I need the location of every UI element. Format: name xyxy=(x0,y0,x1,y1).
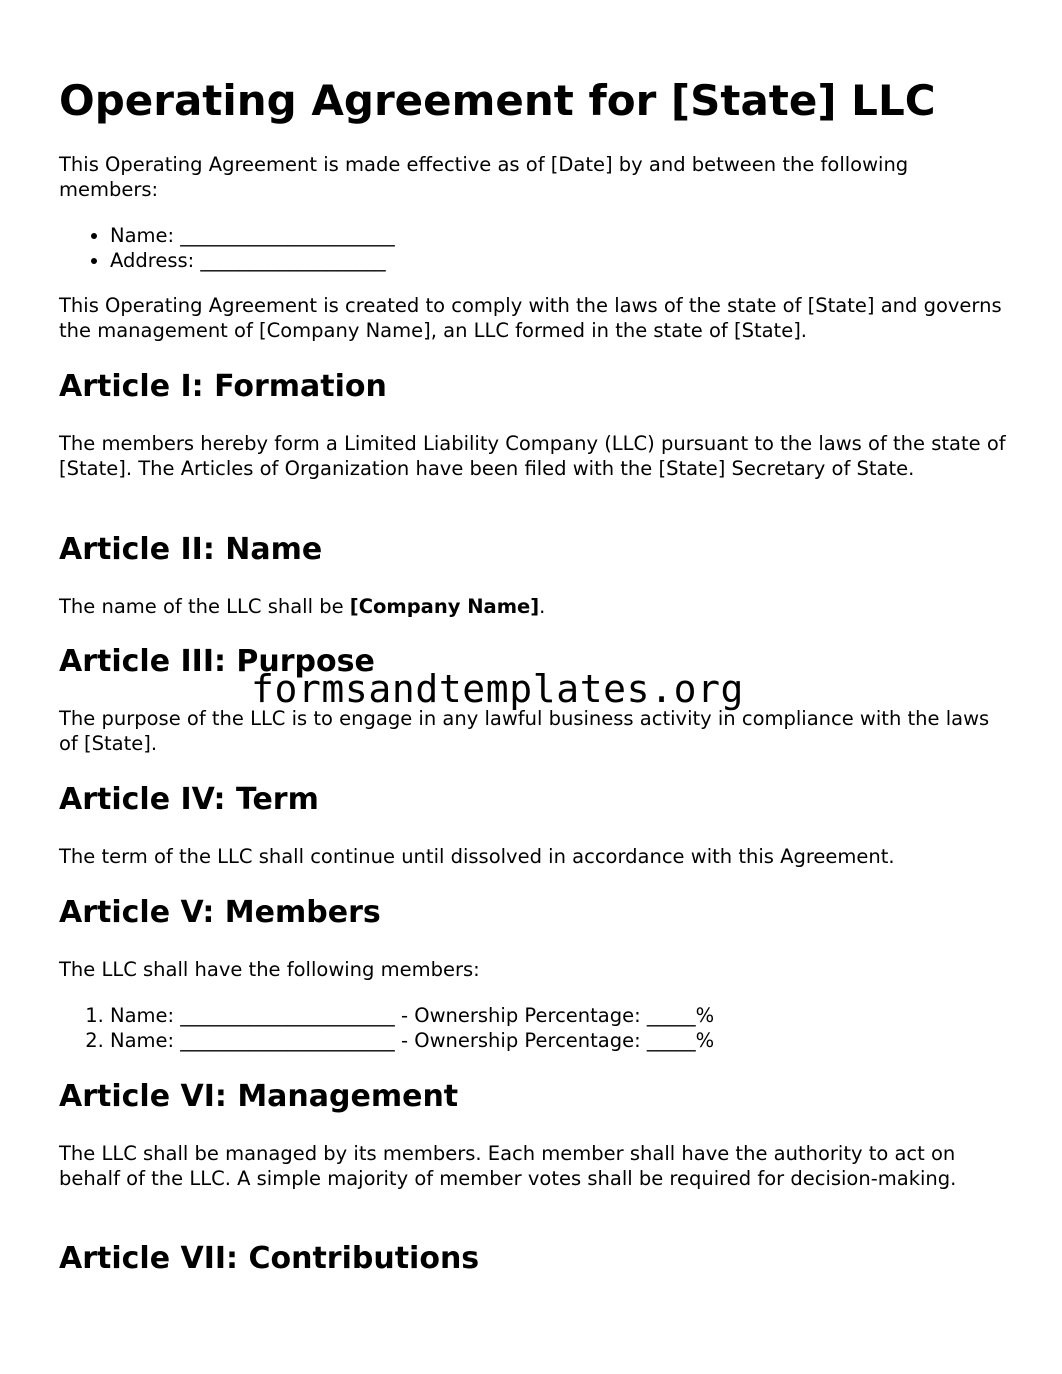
article-term-text: The term of the LLC shall continue until dissolved in accordance with this Agreement. xyxy=(59,845,895,868)
article-contributions-heading: Article VII: Contributions xyxy=(59,1241,480,1276)
article-name-text xyxy=(59,595,1009,620)
governing-paragraph: This Operating Agreement is created to comply with the laws of the state of [State] and governs the management of [Company Name], an LLC formed in the state of [State]. xyxy=(59,294,1002,342)
article-name-heading: Article II: Name xyxy=(59,532,323,567)
members-list xyxy=(59,1004,1009,1053)
article-members-text: The LLC shall have the following members: xyxy=(59,958,480,981)
article-members-heading: Article V: Members xyxy=(59,895,381,930)
document-title: Operating Agreement for [State] LLC xyxy=(59,76,936,125)
article-management-heading: Article VI: Management xyxy=(59,1079,459,1114)
list-item: 1. Name: ______________________ - Ownership Percentage: _____% xyxy=(110,1004,1009,1029)
list-item: • Address: ___________________ xyxy=(110,249,1009,274)
intro-fields-list xyxy=(59,224,1009,273)
name-text-after: . xyxy=(539,595,546,618)
intro-paragraph: This Operating Agreement is made effective as of [Date] by and between the following members: xyxy=(59,153,909,201)
article-purpose-text: The purpose of the LLC is to engage in any lawful business activity in compliance with the laws of [State]. xyxy=(59,707,990,755)
article-management-text: The LLC shall be managed by its members. Each member shall have the authority to act on behalf of the LLC. A simple majority of member votes shall be required for decision-making. xyxy=(59,1142,957,1190)
article-formation-text: The members hereby form a Limited Liability Company (LLC) pursuant to the laws of the state of [State]. The Articles of Organization have been filed with the [State] Secretary of State. xyxy=(59,432,1006,480)
name-text-before: The name of the LLC shall be xyxy=(59,595,350,618)
company-name-placeholder: [Company Name] xyxy=(349,595,540,618)
list-item: • Name: ______________________ xyxy=(110,224,1009,249)
article-formation-heading: Article I: Formation xyxy=(59,369,387,404)
article-purpose-heading: Article III: Purpose xyxy=(59,644,375,679)
watermark-text: formsandtemplates.org xyxy=(251,667,745,711)
article-term-heading: Article IV: Term xyxy=(59,782,319,817)
list-item: 2. Name: ______________________ - Ownership Percentage: _____% xyxy=(110,1029,1009,1054)
